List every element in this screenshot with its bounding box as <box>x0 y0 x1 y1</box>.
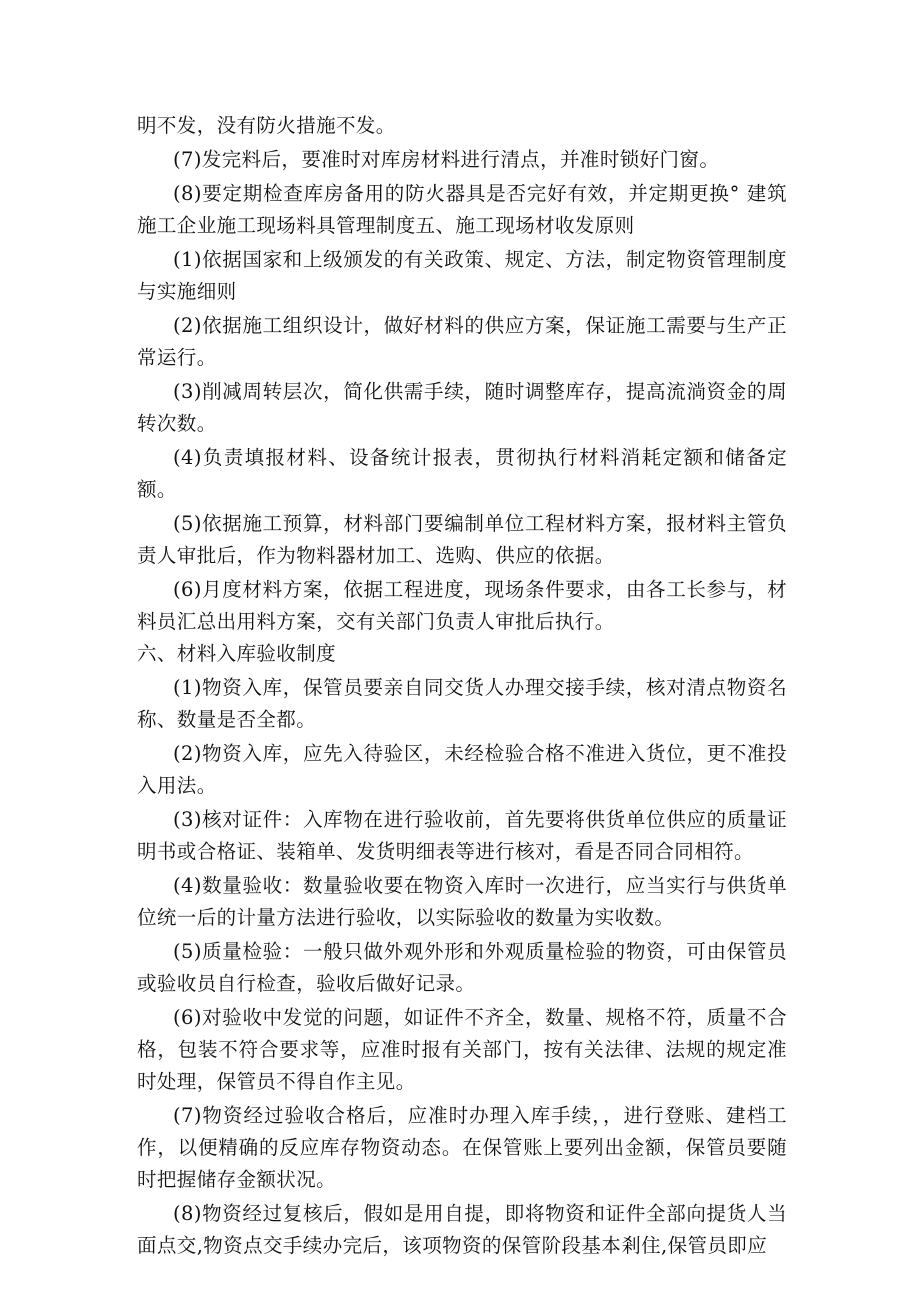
paragraph-acceptance-8: (8)物资经过复核后，假如是用自提，即将物资和证件全部向提货人当面点交,物资点交手续办完后，该项物资的保管阶段基本剎住,保管员即应 <box>137 1202 787 1257</box>
paragraph-continuation: 明不发，没有防火措施不发。 <box>137 114 396 137</box>
paragraph-acceptance-1: (1)物资入库，保管员要亲自同交货人办理交接手续，核对清点物资名称、数量是否全都。 <box>137 676 787 731</box>
paragraph-item-8-fire-equipment: (8)要定期检查库房备用的防火器具是否完好有效，并定期更换° 建筑施工企业施工现场料具管理制度五、施工现场材收发原则 <box>137 182 787 237</box>
paragraph-principle-4: (4)负责填报材料、设备统计报表，贯彻执行材料消耗定额和储备定额。 <box>137 446 787 501</box>
paragraph-principle-1: (1)依据国家和上级颁发的有关政策、规定、方法，制定物资管理制度与实施细则 <box>137 248 787 303</box>
paragraph-acceptance-2: (2)物资入库，应先入待验区，未经检验合格不准进入货位，更不准投入用法。 <box>137 742 787 797</box>
paragraph-item-7-issue: (7)发完料后，要准时对库房材料进行清点，并准时锁好门窗。 <box>173 148 720 171</box>
document-body <box>137 110 787 1262</box>
section-heading-warehouse-acceptance: 六、材料入库验收制度 <box>137 642 337 665</box>
paragraph-acceptance-6: (6)对验收中发觉的问题，如证件不齐全，数量、规格不符，质量不合格，包装不符合要求等，应准时报有关部门，按有关法律、法规的规定准时处理，保管员不得自作主见。 <box>137 1006 787 1093</box>
paragraph-principle-5: (5)依据施工预算，材料部门要编制单位工程材料方案，报材料主管负责人审批后，作为物料器材加工、选购、供应的依据。 <box>137 512 787 567</box>
paragraph-acceptance-3: (3)核对证件：入库物在进行验收前，首先要将供货单位供应的质量证明书或合格证、装箱单、发货明细表等进行核对，看是否同合同相符。 <box>137 808 787 863</box>
paragraph-acceptance-5: (5)质量检验：一般只做外观外形和外观质量检验的物资，可由保管员或验收员自行检查，验收后做好记录。 <box>137 940 787 995</box>
paragraph-acceptance-4: (4)数量验收：数量验收要在物资入库时一次进行，应当实行与供货单位统一后的计量方法进行验收，以实际验收的数量为实收数。 <box>137 874 787 929</box>
paragraph-principle-6: (6)月度材料方案，依据工程进度，现场条件要求，由各工长参与，材料员汇总出用料方案，交有关部门负责人审批后执行。 <box>137 578 787 633</box>
paragraph-acceptance-7: (7)物资经过验收合格后，应准时办理入库手续，，进行登账、建档工作，以便精确的反应库存物资动态。在保管账上要列出金额，保管员要随时把握储存金额状况。 <box>137 1104 787 1191</box>
paragraph-principle-3: (3)削减周转层次，简化供需手续，随时调整库存，提高流淌资金的周转次数。 <box>137 380 787 435</box>
paragraph-principle-2: (2)依据施工组织设计，做好材料的供应方案，保证施工需要与生产正常运行。 <box>137 314 787 369</box>
